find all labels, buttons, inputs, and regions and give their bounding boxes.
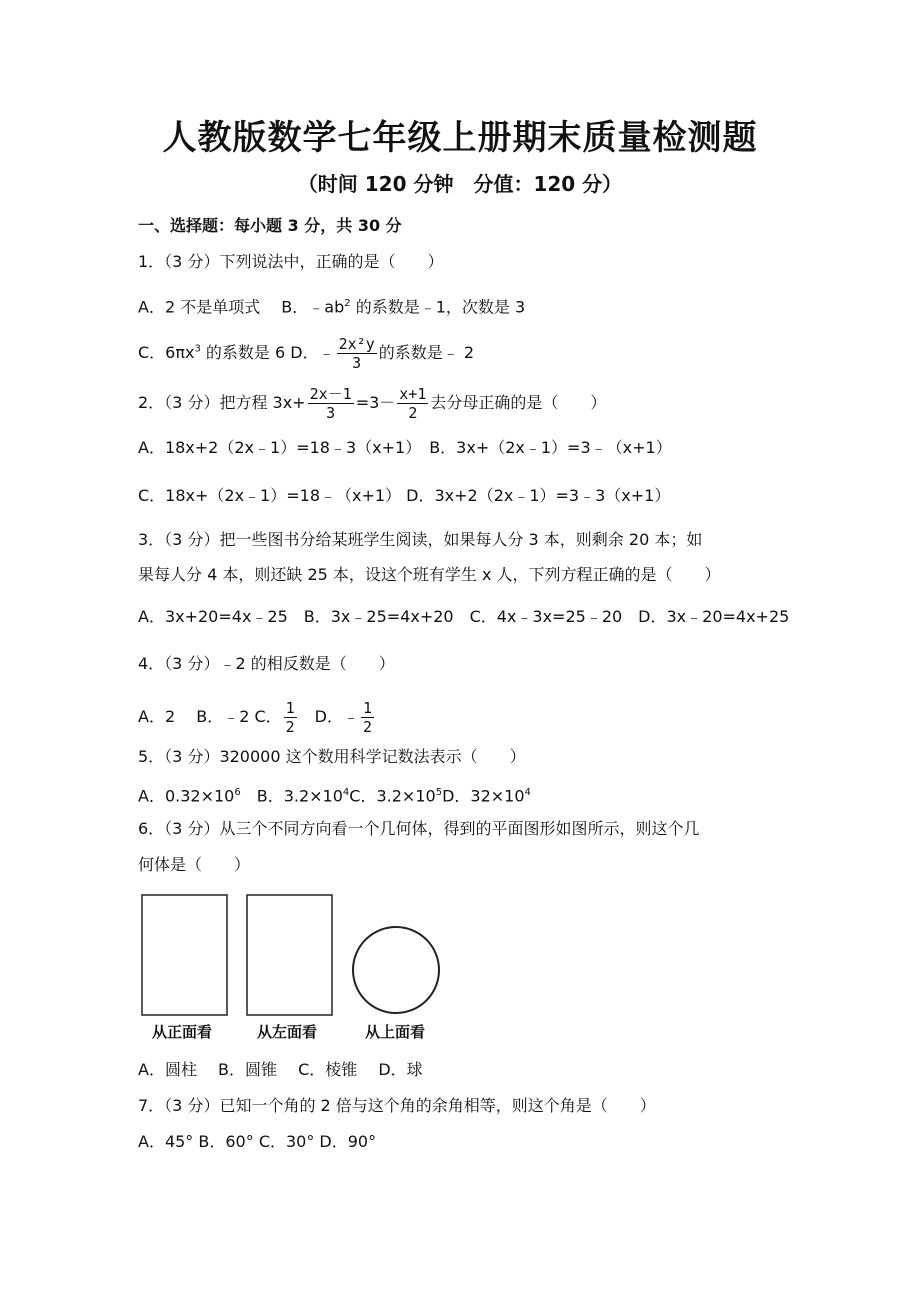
question-2-stem xyxy=(138,385,606,422)
q5-exp-c: 5 xyxy=(435,787,443,798)
q5-option-a: A．0.32×10 xyxy=(138,786,235,806)
front-view-rectangle xyxy=(142,895,227,1015)
q4-options-mid: D．﹣ xyxy=(298,707,359,726)
label-top-view: 从上面看 xyxy=(364,1023,425,1041)
fraction-denominator: 2 xyxy=(408,404,418,422)
question-1-stem: 1．（3 分）下列说法中，正确的是（ ） xyxy=(138,252,444,271)
top-view-circle xyxy=(353,927,439,1013)
q1-exp-3: 3 xyxy=(194,343,201,355)
question-6-stem-line-1: 6．（3 分）从三个不同方向看一个几何体，得到的平面图形如图所示，则这个几 xyxy=(138,819,700,838)
fraction-numerator: x+1 xyxy=(399,385,427,403)
exam-info: （时间 120 分钟 分值：120 分） xyxy=(297,172,623,196)
fraction-denominator: 2 xyxy=(363,718,373,736)
q5-exp-d: 4 xyxy=(524,787,531,798)
three-views-figure xyxy=(138,890,448,1020)
fraction-denominator: 2 xyxy=(285,718,295,736)
left-view-rectangle xyxy=(247,895,332,1015)
question-1-options-ab xyxy=(138,293,525,318)
question-5-stem: 5．（3 分）320000 这个数用科学记数法表示（ ） xyxy=(138,747,526,766)
question-2-options-ab: A．18x+2（2x﹣1）=18﹣3（x+1） B．3x+（2x﹣1）=3﹣（x+1） xyxy=(138,438,672,457)
question-7-stem: 7．（3 分）已知一个角的 2 倍与这个角的余角相等，则这个角是（ ） xyxy=(138,1096,656,1115)
q2-stem-lead: 2．（3 分）把方程 3x+ xyxy=(138,393,306,412)
question-5-options xyxy=(138,782,531,807)
q5-exp-a: 6 xyxy=(234,787,241,798)
fraction-denominator: 3 xyxy=(352,354,362,372)
label-front-view: 从正面看 xyxy=(151,1023,212,1041)
q2-fraction-1 xyxy=(308,385,354,422)
fraction-numerator: 1 xyxy=(363,699,373,717)
q2-fraction-2 xyxy=(397,385,428,422)
section-heading: 一、选择题：每小题 3 分，共 30 分 xyxy=(138,216,402,235)
fraction-numerator: 2x²y xyxy=(338,335,375,353)
question-2-options-cd: C．18x+（2x﹣1）=18﹣（x+1） D．3x+2（2x﹣1）=3﹣3（x+1） xyxy=(138,486,671,505)
fraction-numerator: 1 xyxy=(285,699,295,717)
q1-fraction xyxy=(337,335,377,372)
q1-exp-2: 2 xyxy=(344,298,351,309)
q4-fraction-d xyxy=(361,699,374,736)
q1-option-b-tail: 的系数是﹣1，次数是 3 xyxy=(350,297,526,317)
question-3-options: A．3x+20=4x﹣25 B．3x﹣25=4x+20 C．4x﹣3x=25﹣20 D．3x﹣20=4x+25 xyxy=(138,607,790,626)
q5-option-d: D．32×10 xyxy=(442,786,525,806)
page-title: 人教版数学七年级上册期末质量检测题 xyxy=(162,118,758,158)
q4-options-lead: A．2 B．﹣2 C． xyxy=(138,707,282,726)
question-4-options xyxy=(138,699,376,736)
question-3-stem-line-2: 果每人分 4 本，则还缺 25 本，设这个班有学生 x 人，下列方程正确的是（ ） xyxy=(138,565,721,584)
q1-option-d-tail: 的系数是﹣ 2 xyxy=(378,343,475,362)
fraction-denominator: 3 xyxy=(326,404,336,422)
q2-stem-tail: 去分母正确的是（ ） xyxy=(430,393,607,412)
question-6-stem-line-2: 何体是（ ） xyxy=(138,855,251,874)
q1-option-d-lead: 的系数是 6 D．﹣ xyxy=(200,343,335,362)
question-6-options: A．圆柱 B．圆锥 C．棱锥 D．球 xyxy=(138,1060,423,1079)
q5-exp-b: 4 xyxy=(342,787,350,798)
label-left-view: 从左面看 xyxy=(256,1023,317,1041)
question-1-options-cd xyxy=(138,335,474,372)
q1-option-a: A．2 不是单项式 B．﹣ab xyxy=(138,297,345,317)
q1-option-c: C．6πx xyxy=(138,343,195,362)
fraction-numerator: 2x－1 xyxy=(309,385,352,403)
question-3-stem-line-1: 3．（3 分）把一些图书分给某班学生阅读，如果每人分 3 本，则剩余 20 本；如 xyxy=(138,530,703,549)
q4-fraction-c xyxy=(284,699,297,736)
question-7-options: A．45° B．60° C．30° D．90° xyxy=(138,1132,377,1151)
q5-option-b: B．3.2×10 xyxy=(240,786,343,806)
question-4-stem: 4．（3 分）﹣2 的相反数是（ ） xyxy=(138,654,395,673)
q2-stem-mid: =3－ xyxy=(355,393,396,412)
q5-option-c: C．3.2×10 xyxy=(349,786,436,806)
